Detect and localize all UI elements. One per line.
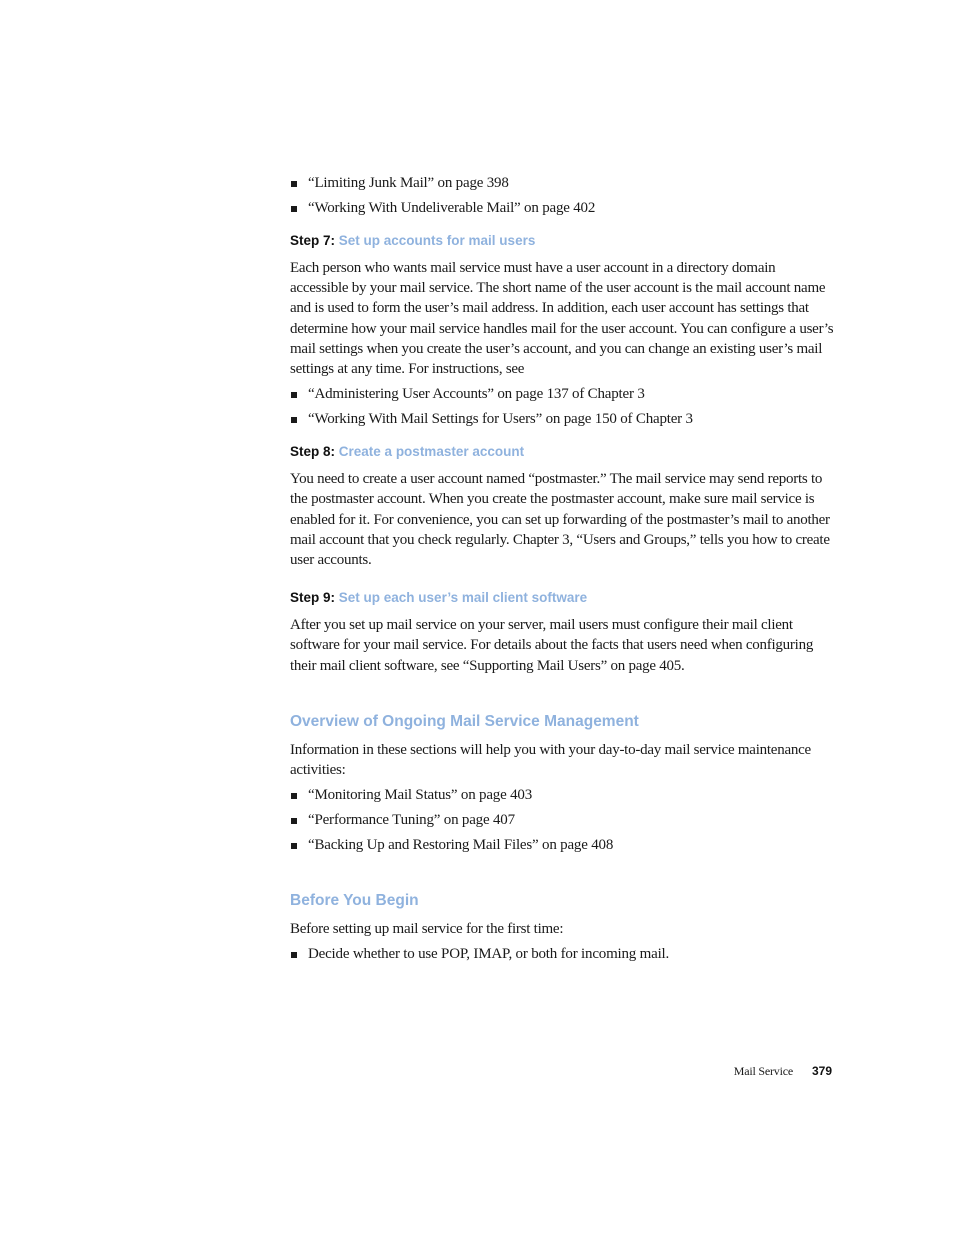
- list-item-text: Decide whether to use POP, IMAP, or both for incoming mail.: [308, 946, 670, 963]
- overview-body: Information in these sections will help you with your day-to-day mail service maintenance activities:: [290, 741, 811, 779]
- square-bullet-icon: [291, 181, 297, 187]
- square-bullet-icon: [291, 793, 297, 799]
- list-item: [290, 384, 835, 404]
- list-item: [290, 810, 835, 830]
- step-7-prefix: Step 7:: [290, 233, 336, 248]
- list-item-text: “Monitoring Mail Status” on page 403: [308, 787, 533, 804]
- overview-heading: Overview of Ongoing Mail Service Management: [290, 712, 639, 730]
- step-9-body: After you set up mail service on your server, mail users must configure their mail client software for your mail service. For details about the facts that users need when configuring their mail client software, see “Supporting Mail Users” on page 405.: [290, 617, 814, 674]
- list-item: [290, 835, 835, 855]
- step-7-title: Set up accounts for mail users: [338, 233, 536, 248]
- list-item: [290, 173, 835, 193]
- page-footer: [734, 1063, 832, 1079]
- step-9-heading: [290, 589, 835, 607]
- footer-section-label: Mail Service: [733, 1064, 793, 1078]
- bullet-list: [290, 785, 835, 855]
- before-heading: Before You Begin: [290, 892, 419, 910]
- before-body: Before setting up mail service for the first time:: [290, 921, 564, 938]
- step-9-title: Set up each user’s mail client software: [338, 590, 588, 606]
- step-8-heading: [290, 443, 835, 461]
- step-8-body: You need to create a user account named “postmaster.” The mail service may send reports to the postmaster account. When you create the postmaster account, make sure mail service is enabled for it. For convenience, you can set up forwarding of the postmaster’s mail to another mail account that you check regularly. Chapter 3, “Users and Groups,” tells you how to create user accounts.: [290, 471, 830, 569]
- list-item-text: “Performance Tuning” on page 407: [308, 812, 515, 829]
- step-8-title: Create a postmaster account: [338, 444, 525, 460]
- square-bullet-icon: [291, 392, 297, 398]
- list-item: [290, 198, 835, 218]
- page-number: 379: [811, 1064, 832, 1078]
- list-item: [290, 409, 835, 429]
- list-item-text: “Working With Undeliverable Mail” on page 402: [308, 200, 596, 216]
- page-content: [290, 173, 835, 969]
- list-item-text: “Backing Up and Restoring Mail Files” on page 408: [308, 837, 614, 854]
- square-bullet-icon: [291, 206, 297, 212]
- step-8-prefix: Step 8:: [290, 444, 336, 460]
- square-bullet-icon: [291, 843, 297, 849]
- bullet-list: [290, 173, 835, 218]
- list-item: [290, 944, 835, 964]
- list-item-text: “Working With Mail Settings for Users” on page 150 of Chapter 3: [308, 411, 693, 428]
- list-item: [290, 785, 835, 805]
- square-bullet-icon: [291, 952, 297, 958]
- step-7-heading: [290, 232, 835, 250]
- square-bullet-icon: [291, 818, 297, 824]
- bullet-list: [290, 384, 835, 429]
- step-7-body: Each person who wants mail service must have a user account in a directory domain accessible by your mail service. The short name of the user account is the mail account name and is used to form the user’s mail address. In addition, each user account has settings that determine how your mail service handles mail for the user account. You can configure a user’s mail settings when you create the user’s account, and you can change an existing user’s mail settings at any time. For instructions, see: [290, 260, 834, 378]
- list-item-text: “Limiting Junk Mail” on page 398: [308, 175, 509, 191]
- bullet-list: [290, 944, 835, 964]
- step-9-prefix: Step 9:: [290, 590, 336, 606]
- list-item-text: “Administering User Accounts” on page 137 of Chapter 3: [308, 386, 645, 403]
- square-bullet-icon: [291, 417, 297, 423]
